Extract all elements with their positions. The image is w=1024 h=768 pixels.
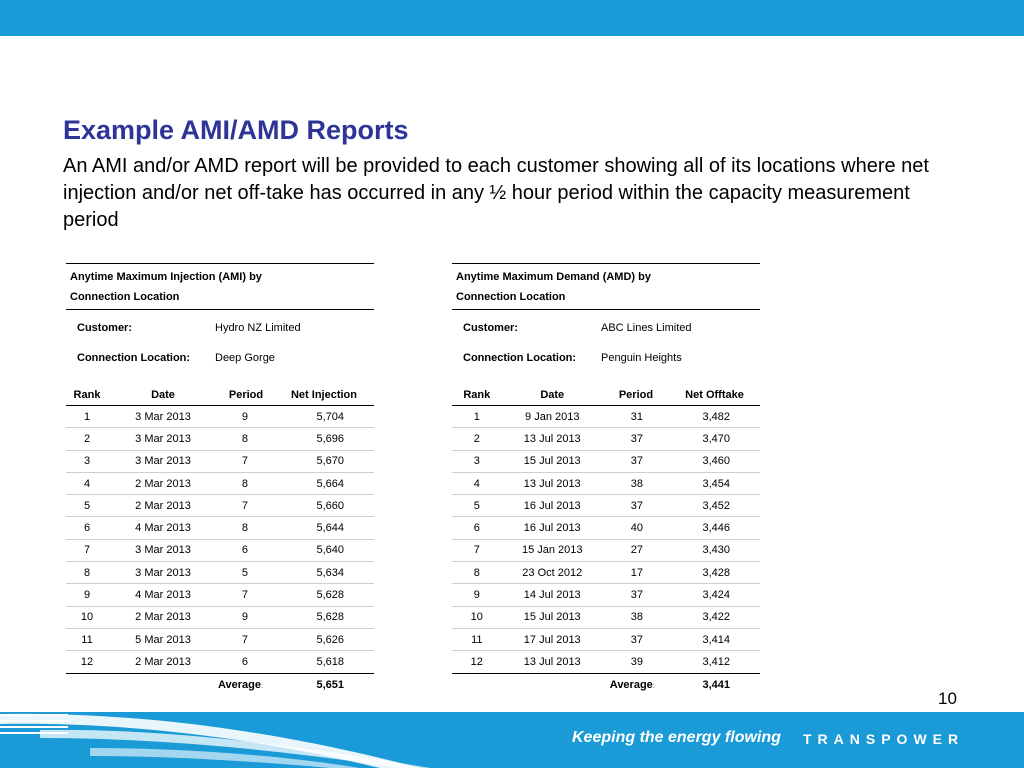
amd-value-cell: 3,430 — [669, 539, 760, 561]
ami-location-value: Deep Gorge — [215, 352, 275, 364]
amd-location-row — [452, 352, 760, 382]
ami-value-cell: 5,618 — [274, 651, 374, 673]
ami-location-label: Connection Location: — [77, 352, 191, 364]
amd-rank-cell: 1 — [452, 406, 502, 428]
amd-period-cell: 31 — [603, 406, 669, 428]
ami-table-row — [66, 472, 374, 494]
ami-value-cell: 5,634 — [274, 562, 374, 584]
amd-value-cell: 3,424 — [669, 584, 760, 606]
ami-date-cell: 2 Mar 2013 — [108, 651, 218, 673]
ami-table-row — [66, 517, 374, 539]
ami-customer-row — [66, 322, 374, 352]
ami-rank-cell: 1 — [66, 406, 108, 428]
amd-table-row — [452, 406, 760, 428]
amd-report — [452, 263, 760, 696]
ami-period-cell: 8 — [218, 517, 274, 539]
amd-report-header — [452, 263, 760, 310]
amd-period-cell: 37 — [603, 628, 669, 650]
amd-period-cell: 37 — [603, 428, 669, 450]
amd-average-value: 3,441 — [702, 678, 730, 691]
amd-table-row — [452, 628, 760, 650]
amd-value-cell: 3,422 — [669, 606, 760, 628]
amd-col-net-offtake: Net Offtake — [685, 389, 744, 401]
ami-period-cell: 9 — [218, 406, 274, 428]
ami-period-cell: 7 — [218, 450, 274, 472]
amd-rank-cell: 4 — [452, 472, 502, 494]
amd-location-value: Penguin Heights — [601, 352, 682, 364]
ami-table-row — [66, 539, 374, 561]
ami-rank-cell: 3 — [66, 450, 108, 472]
amd-table-row — [452, 472, 760, 494]
ami-value-cell: 5,626 — [274, 628, 374, 650]
amd-period-cell: 39 — [603, 651, 669, 673]
ami-value-cell: 5,670 — [274, 450, 374, 472]
amd-value-cell: 3,470 — [669, 428, 760, 450]
ami-date-cell: 2 Mar 2013 — [108, 606, 218, 628]
amd-rank-cell: 12 — [452, 651, 502, 673]
ami-period-cell: 7 — [218, 584, 274, 606]
ami-date-cell: 5 Mar 2013 — [108, 628, 218, 650]
amd-period-cell: 37 — [603, 584, 669, 606]
ami-date-cell: 3 Mar 2013 — [108, 406, 218, 428]
amd-date-cell: 13 Jul 2013 — [502, 651, 603, 673]
ami-customer-label: Customer: — [77, 322, 133, 334]
amd-period-cell: 37 — [603, 450, 669, 472]
amd-date-cell: 23 Oct 2012 — [502, 562, 603, 584]
ami-table-row — [66, 651, 374, 673]
transpower-logo-text: TRANSPOWER — [803, 731, 965, 747]
ami-col-rank: Rank — [73, 389, 101, 401]
ami-date-cell: 4 Mar 2013 — [108, 584, 218, 606]
amd-average-label: Average: — [609, 678, 656, 691]
ami-table-row — [66, 562, 374, 584]
ami-rank-cell: 9 — [66, 584, 108, 606]
amd-date-cell: 13 Jul 2013 — [502, 428, 603, 450]
amd-customer-label: Customer: — [463, 322, 519, 334]
amd-col-period: Period — [618, 389, 654, 401]
amd-rank-cell: 5 — [452, 495, 502, 517]
amd-table-row — [452, 495, 760, 517]
amd-date-cell: 15 Jan 2013 — [502, 539, 603, 561]
amd-value-cell: 3,452 — [669, 495, 760, 517]
amd-date-cell: 9 Jan 2013 — [502, 406, 603, 428]
ami-period-cell: 5 — [218, 562, 274, 584]
amd-table-row — [452, 584, 760, 606]
ami-rank-cell: 7 — [66, 539, 108, 561]
ami-period-cell: 8 — [218, 472, 274, 494]
ami-period-cell: 9 — [218, 606, 274, 628]
amd-col-date: Date — [540, 389, 565, 401]
amd-period-cell: 37 — [603, 495, 669, 517]
ami-header-line2: Connection Location — [70, 291, 180, 303]
ami-report — [66, 263, 374, 696]
ami-table-row — [66, 584, 374, 606]
amd-value-cell: 3,428 — [669, 562, 760, 584]
amd-value-cell: 3,482 — [669, 406, 760, 428]
ami-average-value: 5,651 — [316, 678, 344, 691]
ami-period-cell: 7 — [218, 628, 274, 650]
ami-header-line1: Anytime Maximum Injection (AMI) by — [70, 271, 262, 283]
ami-table-row — [66, 495, 374, 517]
ami-period-cell: 8 — [218, 428, 274, 450]
amd-table — [452, 385, 760, 696]
amd-date-cell: 16 Jul 2013 — [502, 495, 603, 517]
ami-report-header — [66, 263, 374, 310]
amd-rank-cell: 8 — [452, 562, 502, 584]
amd-date-cell: 17 Jul 2013 — [502, 628, 603, 650]
ami-rank-cell: 4 — [66, 472, 108, 494]
ami-rank-cell: 6 — [66, 517, 108, 539]
ami-value-cell: 5,640 — [274, 539, 374, 561]
ami-date-cell: 3 Mar 2013 — [108, 428, 218, 450]
ami-value-cell: 5,628 — [274, 606, 374, 628]
amd-rank-cell: 2 — [452, 428, 502, 450]
ami-table-row — [66, 406, 374, 428]
amd-value-cell: 3,460 — [669, 450, 760, 472]
amd-table-row — [452, 606, 760, 628]
ami-col-net-injection: Net Injection — [290, 389, 357, 401]
amd-rank-cell: 9 — [452, 584, 502, 606]
amd-rank-cell: 3 — [452, 450, 502, 472]
ami-rank-cell: 12 — [66, 651, 108, 673]
amd-period-cell: 27 — [603, 539, 669, 561]
ami-date-cell: 3 Mar 2013 — [108, 450, 218, 472]
ami-table-row — [66, 606, 374, 628]
amd-rank-cell: 10 — [452, 606, 502, 628]
ami-date-cell: 3 Mar 2013 — [108, 539, 218, 561]
ami-date-cell: 2 Mar 2013 — [108, 495, 218, 517]
amd-table-row — [452, 428, 760, 450]
ami-table-row — [66, 628, 374, 650]
ami-location-row — [66, 352, 374, 382]
slide-intro-text: An AMI and/or AMD report will be provided to each customer showing all of its locations where net injection and/or net off-take has occurred in any ½ hour period within the capacity measurement period — [63, 155, 929, 231]
ami-date-cell: 3 Mar 2013 — [108, 562, 218, 584]
ami-value-cell: 5,696 — [274, 428, 374, 450]
ami-date-cell: 4 Mar 2013 — [108, 517, 218, 539]
ami-table-row — [66, 450, 374, 472]
top-banner — [0, 0, 1024, 36]
ami-date-cell: 2 Mar 2013 — [108, 472, 218, 494]
amd-rank-cell: 6 — [452, 517, 502, 539]
ami-rank-cell: 5 — [66, 495, 108, 517]
amd-date-cell: 13 Jul 2013 — [502, 472, 603, 494]
amd-table-row — [452, 539, 760, 561]
ami-table-body — [66, 406, 374, 674]
slide-title: Example AMI/AMD Reports — [63, 115, 409, 145]
amd-period-cell: 38 — [603, 606, 669, 628]
ami-value-cell: 5,644 — [274, 517, 374, 539]
ami-table — [66, 385, 374, 696]
amd-date-cell: 15 Jul 2013 — [502, 606, 603, 628]
ami-rank-cell: 10 — [66, 606, 108, 628]
ami-period-cell: 6 — [218, 651, 274, 673]
amd-period-cell: 40 — [603, 517, 669, 539]
amd-customer-row — [452, 322, 760, 352]
amd-value-cell: 3,412 — [669, 651, 760, 673]
amd-value-cell: 3,446 — [669, 517, 760, 539]
ami-value-cell: 5,660 — [274, 495, 374, 517]
amd-period-cell: 38 — [603, 472, 669, 494]
ami-col-period: Period — [228, 389, 264, 401]
ami-rank-cell: 11 — [66, 628, 108, 650]
amd-header-line1: Anytime Maximum Demand (AMD) by — [456, 271, 651, 283]
footer-tagline: Keeping the energy flowing — [572, 729, 781, 746]
amd-table-body — [452, 406, 760, 674]
amd-period-cell: 17 — [603, 562, 669, 584]
amd-date-cell: 16 Jul 2013 — [502, 517, 603, 539]
ami-table-row — [66, 428, 374, 450]
ami-period-cell: 7 — [218, 495, 274, 517]
ami-rank-cell: 2 — [66, 428, 108, 450]
swoosh-graphic — [0, 712, 560, 768]
ami-value-cell: 5,664 — [274, 472, 374, 494]
amd-rank-cell: 7 — [452, 539, 502, 561]
ami-average-label: Average: — [218, 678, 264, 691]
ami-value-cell: 5,704 — [274, 406, 374, 428]
amd-value-cell: 3,414 — [669, 628, 760, 650]
amd-table-row — [452, 651, 760, 673]
ami-value-cell: 5,628 — [274, 584, 374, 606]
amd-location-label: Connection Location: — [463, 352, 577, 364]
amd-header-line2: Connection Location — [456, 291, 566, 303]
amd-rank-cell: 11 — [452, 628, 502, 650]
ami-rank-cell: 8 — [66, 562, 108, 584]
amd-customer-value: ABC Lines Limited — [601, 322, 692, 334]
ami-col-date: Date — [151, 389, 175, 401]
page-number: 10 — [938, 689, 957, 708]
ami-customer-value: Hydro NZ Limited — [215, 322, 301, 334]
amd-table-row — [452, 562, 760, 584]
amd-table-row — [452, 517, 760, 539]
amd-date-cell: 14 Jul 2013 — [502, 584, 603, 606]
amd-table-row — [452, 450, 760, 472]
amd-value-cell: 3,454 — [669, 472, 760, 494]
transpower-logo-icon — [0, 712, 68, 738]
amd-col-rank: Rank — [463, 389, 491, 401]
ami-period-cell: 6 — [218, 539, 274, 561]
amd-date-cell: 15 Jul 2013 — [502, 450, 603, 472]
footer-banner — [0, 712, 1024, 768]
